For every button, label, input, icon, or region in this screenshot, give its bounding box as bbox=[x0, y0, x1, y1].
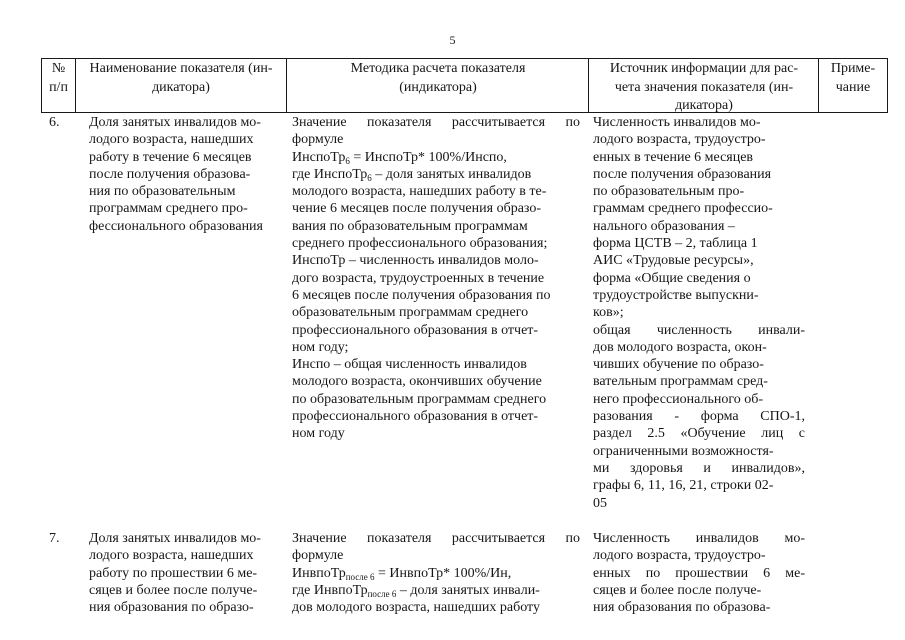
row-6-number: 6. bbox=[49, 115, 60, 130]
row-7-source-line: Численность инвалидов мо- bbox=[593, 531, 805, 546]
header-indicator-name bbox=[78, 60, 284, 97]
row-6-method-line: по образовательным программам среднего bbox=[292, 391, 547, 407]
row-6-formula bbox=[292, 149, 580, 166]
column-divider-3 bbox=[588, 58, 589, 113]
header-number bbox=[42, 60, 75, 97]
header-note-line: чание bbox=[835, 79, 871, 95]
row-6-formula-legend bbox=[292, 166, 580, 183]
header-indicator-name-line: Наименование показателя (ин- bbox=[89, 61, 273, 76]
formula-term: ИнспоТр bbox=[292, 149, 346, 165]
row-6-source-line: после получения образования bbox=[593, 166, 772, 182]
row-6-source bbox=[593, 114, 805, 512]
row-6-source-line: по образовательным про- bbox=[593, 184, 745, 200]
row-6-source-line: чивших обучение по образо- bbox=[593, 357, 764, 373]
legend-rest: – доля занятых инвалидов bbox=[371, 166, 532, 182]
row-6-method-line: среднего профессионального образования; bbox=[292, 236, 548, 252]
row-7-source-line: сяцев и более после получе- bbox=[593, 582, 762, 598]
row-6-source-line: лодого возраста, трудоустро- bbox=[593, 132, 766, 148]
row-7-method-line: Значение показателя рассчитывается по bbox=[292, 531, 580, 546]
row-6-source-line: граммам среднего профессио- bbox=[593, 201, 773, 217]
row-6-source-line: него профессионального об- bbox=[593, 391, 764, 407]
column-divider-4 bbox=[818, 58, 819, 113]
row-6-source-line: нального образования – bbox=[593, 218, 735, 234]
column-divider-2 bbox=[286, 58, 287, 113]
row-6-indicator-name bbox=[89, 114, 285, 235]
row-6-name-line: после получения образова- bbox=[89, 166, 251, 182]
header-method bbox=[290, 60, 586, 97]
row-6-method-line: профессионального образования в отчет- bbox=[292, 409, 539, 425]
row-6-name-line: работу в течение 6 месяцев bbox=[89, 149, 252, 165]
row-7-source-line: лодого возраста, трудоустро- bbox=[593, 548, 766, 564]
row-7-source-line: енных по прошествии 6 ме- bbox=[593, 565, 805, 581]
column-divider-1 bbox=[75, 58, 76, 113]
legend-subscript: 6 bbox=[367, 172, 372, 183]
page-number: 5 bbox=[449, 33, 456, 47]
row-7-formula bbox=[292, 565, 580, 582]
row-6-method-line: чение 6 месяцев после получения образо- bbox=[292, 201, 542, 217]
row-6-method-line: молодого возраста, нашедших работу в те- bbox=[292, 184, 547, 200]
table-top-border bbox=[41, 58, 888, 59]
legend-rest: – доля занятых инвали- bbox=[396, 582, 540, 598]
row-6-source-line: ограниченными возможностя- bbox=[593, 443, 774, 459]
row-7-method bbox=[292, 530, 580, 616]
header-source bbox=[591, 60, 817, 116]
row-6-source-line: ков»; bbox=[593, 305, 624, 321]
row-7-name-line: ния образования по образо- bbox=[89, 600, 254, 616]
legend-term: где ИнвпоТр bbox=[292, 582, 368, 598]
row-7-name-line: лодого возраста, нашедших bbox=[89, 548, 254, 564]
row-7-method-line: формуле bbox=[292, 548, 344, 564]
row-6-source-line: графы 6, 11, 16, 21, строки 02- bbox=[593, 478, 774, 494]
row-6-source-line: общая численность инвали- bbox=[593, 322, 805, 338]
row-6-source-line: енных в течение 6 месяцев bbox=[593, 149, 754, 165]
row-6-method-line: 6 месяцев после получения образования по bbox=[292, 287, 551, 303]
row-7-source-line: ния образования по образова- bbox=[593, 600, 771, 616]
header-method-line: Методика расчета показателя bbox=[350, 61, 526, 76]
row-7-name-line: сяцев и более после получе- bbox=[89, 582, 258, 598]
row-6-source-line: форма ЦСТВ – 2, таблица 1 bbox=[593, 236, 758, 252]
header-method-line: (индикатора) bbox=[399, 79, 477, 95]
header-number-line: № bbox=[51, 61, 66, 76]
row-6-method-line: молодого возраста, окончивших обучение bbox=[292, 374, 542, 390]
row-6-source-line: вательным программам сред- bbox=[593, 374, 768, 390]
row-6-source-line: разования - форма СПО-1, bbox=[593, 409, 805, 425]
table-right-border bbox=[887, 58, 888, 113]
row-7-name-line: Доля занятых инвалидов мо- bbox=[89, 531, 261, 546]
row-6-method-line: ном году; bbox=[292, 339, 349, 355]
row-6-source-line: ми здоровья и инвалидов», bbox=[593, 460, 805, 476]
formula-rest: = ИнвпоТр* 100%/Ин, bbox=[374, 565, 512, 581]
header-note-line: Приме- bbox=[830, 61, 876, 76]
row-6-method-line: Инспо – общая численность инвалидов bbox=[292, 357, 527, 373]
row-7-number: 7. bbox=[49, 531, 60, 546]
row-6-method-line: Значение показателя рассчитывается по bbox=[292, 115, 580, 130]
row-6-method-line: вания по образовательным программам bbox=[292, 218, 528, 234]
row-6-source-line: форма «Общие сведения о bbox=[593, 270, 751, 286]
row-6-method-line: дого возраста, трудоустроенных в течение bbox=[292, 270, 545, 286]
row-7-indicator-name bbox=[89, 530, 285, 616]
row-6-source-line: раздел 2.5 «Обучение лиц с bbox=[593, 426, 805, 442]
row-6-name-line: Доля занятых инвалидов мо- bbox=[89, 115, 261, 130]
row-6-source-line: Численность инвалидов мо- bbox=[593, 115, 761, 130]
row-6-source-line: дов молодого возраста, окон- bbox=[593, 339, 767, 355]
row-7-source bbox=[593, 530, 805, 616]
header-indicator-name-line: дикатора) bbox=[152, 79, 210, 95]
header-source-line: Источник информации для рас- bbox=[609, 61, 799, 76]
row-6-method-line: формуле bbox=[292, 132, 344, 148]
formula-rest: = ИнспоТр* 100%/Инспо, bbox=[349, 149, 507, 165]
row-7-formula-legend bbox=[292, 582, 580, 599]
legend-subscript: после 6 bbox=[367, 588, 397, 599]
formula-term: ИнвпоТр bbox=[292, 565, 346, 581]
formula-subscript: 6 bbox=[345, 155, 350, 166]
row-6-method-line: ном году bbox=[292, 426, 345, 442]
row-6-method bbox=[292, 114, 580, 443]
row-6-name-line: фессионального образования bbox=[89, 218, 263, 234]
row-7-name-line: работу по прошествии 6 ме- bbox=[89, 565, 258, 581]
formula-subscript: после 6 bbox=[345, 571, 375, 582]
row-7-method-line: дов молодого возраста, нашедших работу bbox=[292, 600, 540, 616]
row-6-source-line: АИС «Трудовые ресурсы», bbox=[593, 253, 754, 269]
header-note bbox=[820, 60, 886, 97]
row-6-name-line: лодого возраста, нашедших bbox=[89, 132, 254, 148]
header-source-line: чета значения показателя (ин- bbox=[614, 79, 794, 95]
row-6-method-line: профессионального образования в отчет- bbox=[292, 322, 539, 338]
legend-term: где ИнспоТр bbox=[292, 166, 368, 182]
row-6-source-line: 05 bbox=[593, 495, 607, 511]
row-6-method-line: образовательным программам среднего bbox=[292, 305, 529, 321]
row-6-name-line: ния по образовательным bbox=[89, 184, 236, 200]
row-6-name-line: программам среднего про- bbox=[89, 201, 248, 217]
header-number-line: п/п bbox=[49, 79, 68, 95]
row-6-method-line: ИнспоТр – численность инвалидов моло- bbox=[292, 253, 539, 269]
row-6-source-line: трудоустройстве выпускни- bbox=[593, 287, 759, 303]
header-source-line: дикатора) bbox=[675, 98, 733, 113]
